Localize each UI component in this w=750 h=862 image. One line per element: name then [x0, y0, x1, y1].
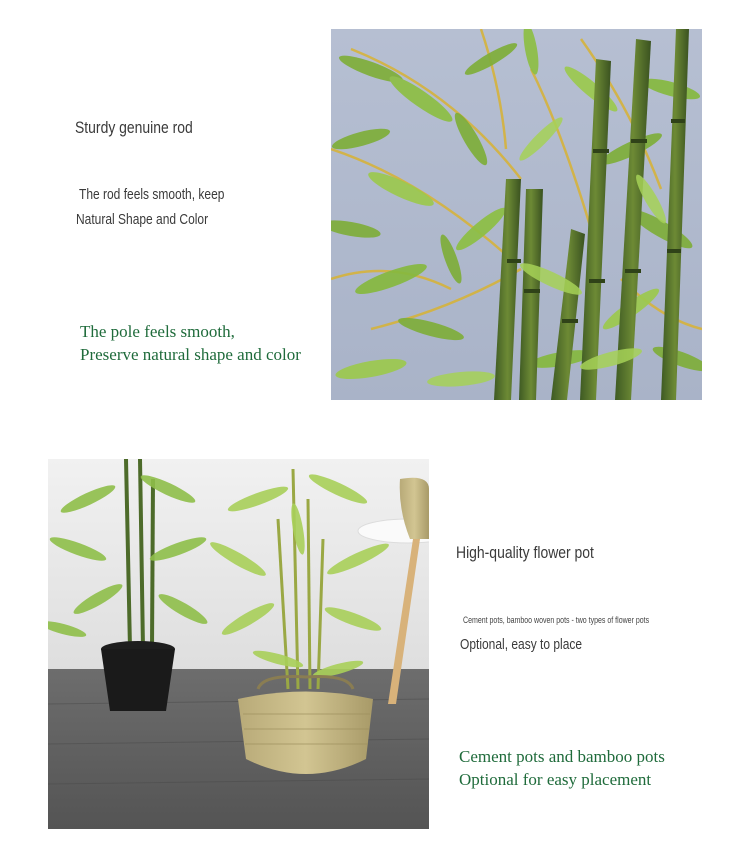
section2-green-line1: Cement pots and bamboo pots [459, 747, 665, 766]
section1-green-caption [80, 320, 301, 366]
potted-bamboo-illustration [48, 459, 429, 829]
section2-green-caption [459, 745, 665, 791]
potted-bamboo-plants-photo [48, 459, 429, 829]
section2-desc: Optional, easy to place [460, 636, 583, 653]
section1-desc-line2: Natural Shape and Color [76, 211, 209, 228]
section1-heading: Sturdy genuine rod [75, 118, 193, 137]
bamboo-closeup-illustration [331, 29, 702, 400]
section2-heading: High-quality flower pot [456, 543, 594, 562]
section1-desc-line1: The rod feels smooth, keep [79, 186, 225, 203]
section2-green-line2: Optional for easy placement [459, 770, 652, 789]
bamboo-stalks-closeup-photo [331, 29, 702, 400]
section1-green-line2: Preserve natural shape and color [80, 345, 301, 364]
section2-small-note: Cement pots, bamboo woven pots - two types of flower pots [463, 615, 650, 625]
section1-green-line1: The pole feels smooth, [80, 322, 235, 341]
